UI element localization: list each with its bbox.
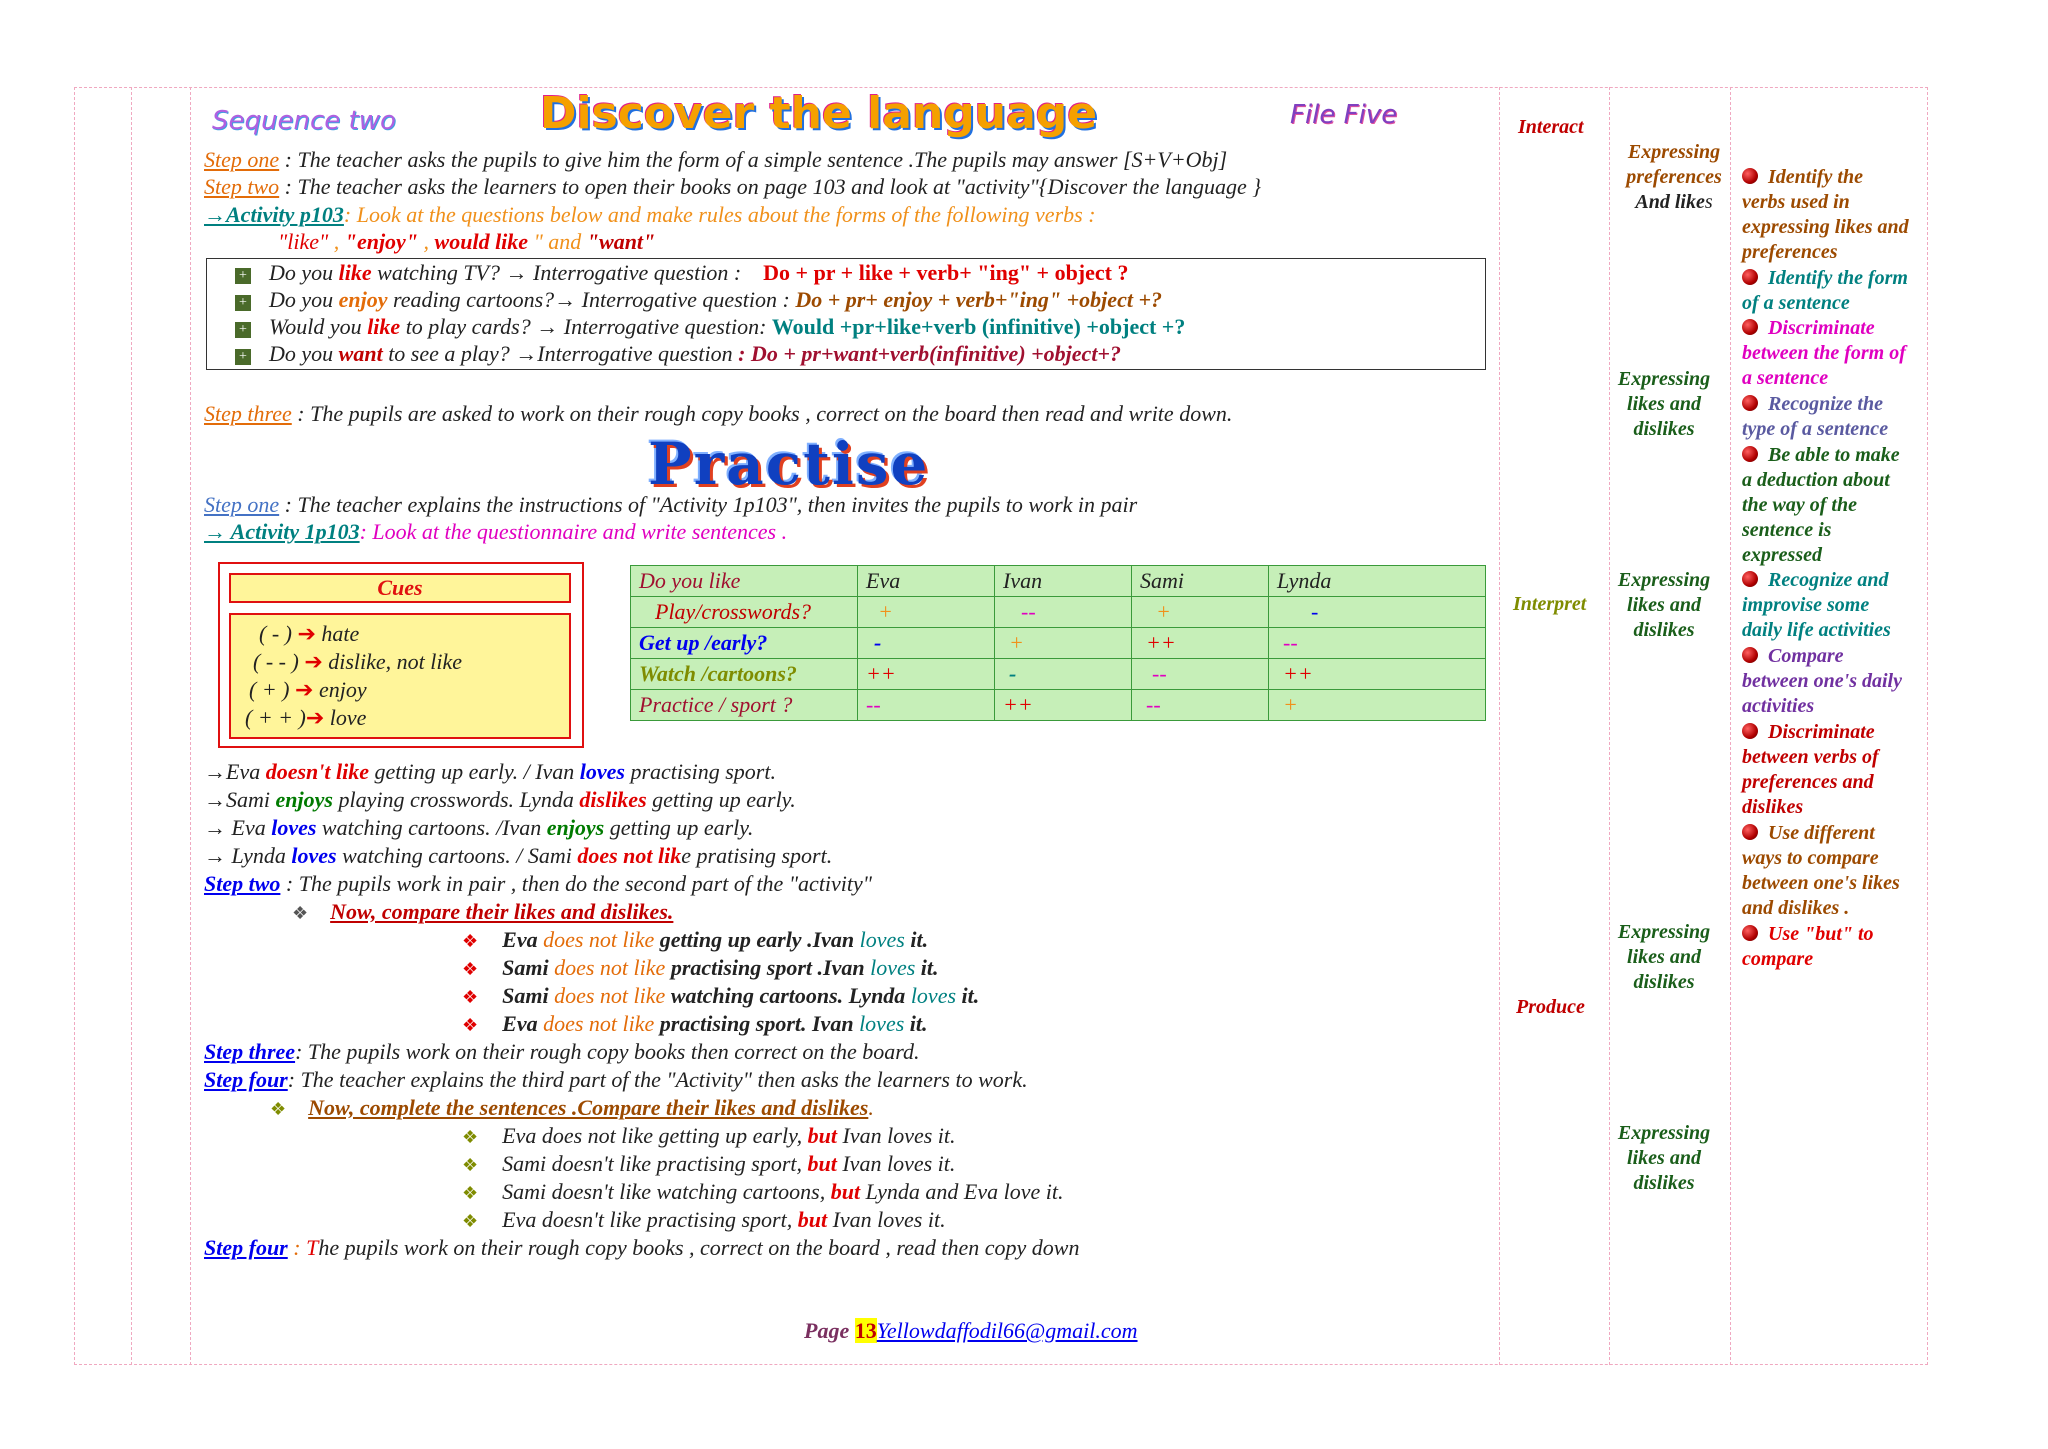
compare-part: it. (904, 1011, 928, 1036)
bullet-icon (1742, 925, 1758, 941)
compare-part: practising sport. Ivan (654, 1011, 860, 1036)
objective-line: Identify the (1768, 166, 1863, 188)
step-one-line (204, 147, 1227, 173)
step-three-b-line (204, 1039, 920, 1065)
step-three-label: Step three (204, 401, 292, 426)
question-text: to play cards? → (400, 314, 559, 339)
question-rule: Do + pr+ enjoy + verb+"ing" +object +? (795, 287, 1162, 312)
objective-item (1742, 821, 1900, 921)
objective-line: Recognize and (1768, 569, 1889, 591)
diamond-bullet-icon: ❖ (462, 1155, 479, 1175)
cue-word: dislike, not like (322, 649, 463, 674)
complete-conj: but (797, 1207, 828, 1232)
question-text: reading cartoons?→ (387, 287, 577, 312)
question-text: to see a play? → (382, 341, 538, 366)
complete-item (462, 1179, 1063, 1206)
arrow-icon: ➔ (295, 677, 314, 702)
objective-line: sentence is (1742, 519, 1832, 541)
complete-conj: but (807, 1151, 837, 1176)
cue-word: love (324, 705, 367, 730)
activity-label: →Activity p103 (204, 202, 344, 227)
practise-step-one-text: : The teacher explains the instructions of "Activity 1p103", then invites the pupils to work in pair (279, 492, 1138, 517)
page-footer (804, 1318, 1138, 1344)
step-four-a-text: : The teacher explains the third part of the "Activity" then asks the learners to work. (287, 1067, 1028, 1092)
complete-item (462, 1151, 955, 1178)
instruction-end: . (868, 1095, 874, 1120)
objective-line: between verbs of (1742, 746, 1879, 768)
function-line: Expressing (1617, 569, 1711, 591)
activity-text: : Look at the questions below and make rules about the forms of the following verbs : (343, 202, 1096, 227)
function-preferences (1622, 140, 1726, 215)
function-line: dislikes (1633, 418, 1695, 440)
question-type: Interrogative question: (558, 314, 772, 339)
cue-word: hate (321, 621, 360, 646)
step-two-line (204, 174, 1261, 200)
step-one-text: : The teacher asks the pupils to give him the form of a simple sentence .The pupils may answer [S+V+Obj] (279, 147, 1228, 172)
cue-item (253, 649, 462, 675)
complete-item (462, 1207, 946, 1234)
verb-like: "like" (278, 229, 329, 254)
step-four-b-text: he pupils work on their rough copy books , correct on the board , read then copy down (318, 1235, 1080, 1260)
practise-activity-text: : Look at the questionnaire and write sentences . (359, 519, 788, 544)
column-header: Ivan (995, 566, 1132, 597)
sentence-verb: doesn't like (265, 759, 369, 784)
question-text: Do you (269, 341, 339, 366)
question-text: Do you (269, 260, 339, 285)
sentence-verb: does not lik (577, 843, 682, 868)
sentence-part: e pratising sport. (681, 843, 833, 868)
compare-item (462, 1011, 928, 1038)
diamond-bullet-icon: ❖ (462, 1183, 479, 1203)
question-verb: want (338, 341, 383, 366)
objective-line: expressing likes and (1742, 216, 1909, 238)
cue-item (249, 677, 367, 703)
question-row (235, 287, 1162, 313)
objective-line: daily life activities (1742, 619, 1891, 641)
cue-item (245, 705, 366, 731)
objective-line: of a sentence (1742, 292, 1850, 314)
verb-want: "want" (586, 229, 656, 254)
example-sentence (204, 815, 753, 841)
question-rule: Do + pr + like + verb+ "ing" + object ? (763, 260, 1129, 285)
mark-cell: + (858, 597, 995, 628)
function-line: Expressing (1617, 368, 1711, 390)
cue-symbol: ( - - ) (253, 649, 305, 674)
step-four-b-label: Step four (204, 1235, 288, 1260)
sentence-part: getting up early. (604, 815, 754, 840)
sentence-part: playing crosswords. Lynda (332, 787, 580, 812)
instruction-text: Now, compare their likes and dislikes. (330, 899, 674, 924)
sentence-part: → Lynda (204, 843, 292, 868)
objective-line: improvise some (1742, 594, 1870, 616)
complete-part: Ivan loves it. (836, 1151, 956, 1176)
objective-line: preferences (1742, 241, 1838, 263)
objective-line: Recognize the (1768, 393, 1883, 415)
question-text: watching TV? → (371, 260, 528, 285)
question-rule: Would +pr+like+verb (infinitive) +object +? (771, 314, 1186, 339)
objective-line: Use different (1768, 822, 1875, 844)
complete-item (462, 1123, 956, 1150)
practise-activity-label: → Activity 1p103 (204, 519, 360, 544)
objective-line: verbs used in (1742, 191, 1850, 213)
step-two-label: Step two (204, 174, 280, 199)
cue-item (259, 621, 359, 647)
instruction-text: Now, complete the sentences .Compare their likes and dislikes (308, 1095, 869, 1120)
function-line: dislikes (1633, 619, 1695, 641)
practise-step-one-line (204, 492, 1137, 518)
compare-verb: does not like (543, 927, 655, 952)
bullet-icon (1742, 824, 1758, 840)
sentence-part: → Eva (204, 815, 272, 840)
objective-line: Identify the form (1768, 267, 1908, 289)
mark-cell: - (1269, 597, 1486, 628)
step-four-b-line (204, 1235, 1079, 1261)
objective-line: the way of the (1742, 494, 1857, 516)
sentence-verb: enjoys (546, 815, 605, 840)
diamond-bullet-icon: ❖ (292, 903, 309, 923)
row-activity: Get up /early? (631, 628, 858, 659)
step-two-b-line (204, 871, 872, 897)
sentence-part: →Sami (204, 787, 276, 812)
compare-part: Eva (502, 927, 544, 952)
objective-line: preferences and (1742, 771, 1874, 793)
compare-verb: loves (910, 983, 957, 1008)
mark-cell: ++ (1132, 628, 1269, 659)
column-divider (1730, 87, 1731, 1365)
mark-cell: + (1132, 597, 1269, 628)
bullet-icon (1742, 647, 1758, 663)
example-sentence (204, 843, 832, 869)
margin-line (131, 87, 132, 1365)
function-line: dislikes (1633, 1172, 1695, 1194)
separator: , (328, 229, 345, 254)
objective-line: Compare (1768, 645, 1844, 667)
arrow-icon: ➔ (305, 705, 325, 730)
mark-cell: ++ (1269, 659, 1486, 690)
function-likes (1612, 920, 1716, 995)
diamond-bullet-icon: ❖ (462, 1127, 479, 1147)
objective-item (1742, 392, 1888, 442)
complete-part: Sami doesn't like watching cartoons, (502, 1179, 831, 1204)
diamond-bullet-icon: ❖ (462, 987, 479, 1007)
compare-verb: loves (859, 927, 905, 952)
complete-part: Ivan loves it. (837, 1123, 956, 1148)
step-two-b-text: : The pupils work in pair , then do the second part of the "activity" (280, 871, 873, 896)
sentence-part: getting up early. (646, 787, 796, 812)
function-line: likes and (1627, 594, 1701, 616)
row-activity: Practice / sport ? (631, 690, 858, 721)
activity-line (204, 202, 1096, 228)
function-line (1622, 190, 1726, 215)
compare-verb: does not like (554, 983, 666, 1008)
function-line: Expressing (1617, 1122, 1711, 1144)
objective-line: dislikes (1742, 796, 1804, 818)
mark-cell: ++ (995, 690, 1132, 721)
compare-part: Eva (502, 1011, 544, 1036)
file-label: File Five (1290, 100, 1398, 130)
objective-item (1742, 720, 1879, 820)
question-verb: enjoy (338, 287, 388, 312)
diamond-bullet-icon: ❖ (462, 931, 479, 951)
sentence-part: →Eva (204, 759, 266, 784)
practise-activity-line (204, 519, 787, 545)
objective-line: between one's likes (1742, 872, 1900, 894)
objective-line: expressed (1742, 544, 1822, 566)
cues-box (218, 562, 584, 748)
mark-cell: + (1269, 690, 1486, 721)
function-part: And like (1635, 191, 1705, 213)
step-three-text: : The pupils are asked to work on their rough copy books , correct on the board then read and write down. (291, 401, 1233, 426)
compare-part: it. (904, 927, 929, 952)
objective-line: activities (1742, 695, 1815, 717)
plus-box-icon: + (235, 349, 251, 365)
column-header: Sami (1132, 566, 1269, 597)
step-two-b-label: Step two (204, 871, 281, 896)
complete-conj: but (830, 1179, 861, 1204)
sentence-verb: dislikes (579, 787, 647, 812)
function-line: likes and (1627, 946, 1701, 968)
sentence-part: watching cartoons. / Sami (336, 843, 578, 868)
objective-line: type of a sentence (1742, 418, 1889, 440)
sentence-part: practising sport. (624, 759, 776, 784)
compare-verb: loves (859, 1011, 905, 1036)
objective-line: Discriminate (1768, 317, 1875, 339)
cue-word: enjoy (313, 677, 367, 702)
question-row (235, 341, 1121, 367)
practise-step-one-label: Step one (204, 492, 280, 517)
diamond-bullet-icon: ❖ (462, 1211, 479, 1231)
verb-enjoy: "enjoy" (344, 229, 419, 254)
column-divider (1609, 87, 1610, 1365)
table-row (631, 659, 1486, 690)
step-two-text: : The teacher asks the learners to open their books on page 103 and look at "activity"{Discover the language } (279, 174, 1262, 199)
separator: " and (528, 229, 587, 254)
plus-box-icon: + (235, 268, 251, 284)
compare-verb: does not like (554, 955, 666, 980)
stage-interact: Interact (1518, 116, 1584, 138)
mark-cell: -- (995, 597, 1132, 628)
objective-line: a sentence (1742, 367, 1829, 389)
diamond-bullet-icon: ❖ (462, 1015, 479, 1035)
step-four-a-label: Step four (204, 1067, 288, 1092)
objective-item (1742, 443, 1900, 568)
complete-conj: but (807, 1123, 837, 1148)
objective-item (1742, 316, 1906, 391)
question-row (235, 260, 1129, 286)
sentence-verb: loves (291, 843, 337, 868)
compare-part: watching cartoons. Lynda (665, 983, 911, 1008)
verb-would-like: would like (434, 229, 529, 254)
table-header-row (631, 566, 1486, 597)
compare-part: getting up early .Ivan (654, 927, 860, 952)
compare-part: Sami (502, 955, 555, 980)
step-three-b-label: Step three (204, 1039, 296, 1064)
objective-item (1742, 644, 1902, 719)
mark-cell: + (995, 628, 1132, 659)
separator: , (418, 229, 435, 254)
bullet-icon (1742, 446, 1758, 462)
cue-symbol: ( - ) (259, 621, 298, 646)
verbs-line (278, 229, 655, 255)
objective-line: between one's daily (1742, 670, 1902, 692)
cues-list (229, 613, 571, 739)
diamond-bullet-icon: ❖ (270, 1099, 287, 1119)
question-rule: : Do + pr+want+verb(infinitive) +object+? (738, 341, 1121, 366)
complete-part: Ivan loves it. (827, 1207, 946, 1232)
step-one-label: Step one (204, 147, 280, 172)
objective-line: between the form of (1742, 342, 1906, 364)
compare-item (462, 927, 928, 954)
question-type: Interrogative question (537, 341, 739, 366)
objective-line: Discriminate (1768, 721, 1875, 743)
row-activity: Play/crosswords? (631, 597, 858, 628)
objective-item (1742, 568, 1891, 643)
question-type: Interrogative question : (576, 287, 796, 312)
function-line: likes and (1627, 1147, 1701, 1169)
stage-interpret: Interpret (1513, 593, 1587, 615)
table-corner: Do you like (631, 566, 858, 597)
plus-box-icon: + (235, 295, 251, 311)
arrow-icon: ➔ (304, 649, 323, 674)
compare-part: it. (915, 955, 939, 980)
compare-instruction (292, 899, 673, 926)
function-line: likes and (1627, 393, 1701, 415)
question-type: Interrogative question : (527, 260, 742, 285)
function-likes (1612, 367, 1716, 442)
bullet-icon (1742, 269, 1758, 285)
column-header: Lynda (1269, 566, 1486, 597)
step-four-b-initial: T (306, 1235, 319, 1260)
step-three-line (204, 401, 1232, 427)
question-row (235, 314, 1185, 340)
example-sentence (204, 759, 776, 785)
function-likes (1612, 568, 1716, 643)
question-verb: like (367, 314, 401, 339)
objective-line: ways to compare (1742, 847, 1879, 869)
question-text: Would you (269, 314, 368, 339)
objective-line: Be able to make (1768, 444, 1900, 466)
compare-part: practising sport .Ivan (665, 955, 871, 980)
column-header: Eva (858, 566, 995, 597)
table-row (631, 628, 1486, 659)
complete-part: Eva does not like getting up early, (502, 1123, 808, 1148)
table-row (631, 690, 1486, 721)
step-four-a-line (204, 1067, 1028, 1093)
mark-cell: ++ (858, 659, 995, 690)
practise-title: Practise (648, 430, 930, 498)
column-divider (1499, 87, 1500, 1365)
bullet-icon (1742, 571, 1758, 587)
cue-symbol: ( + + ) (245, 705, 306, 730)
objective-item (1742, 165, 1909, 265)
example-sentence (204, 787, 796, 813)
page-title: Discover the language (540, 88, 1098, 139)
page-label: Page (804, 1318, 855, 1343)
function-part: s (1704, 191, 1713, 213)
objective-line: a deduction about (1742, 469, 1890, 491)
row-activity: Watch /cartoons? (631, 659, 858, 690)
mark-cell: -- (1132, 659, 1269, 690)
objective-item (1742, 922, 1874, 972)
complete-instruction (270, 1095, 874, 1122)
cue-symbol: ( + ) (249, 677, 295, 702)
objective-item (1742, 266, 1908, 316)
mark-cell: - (858, 628, 995, 659)
survey-table (630, 565, 1486, 721)
question-verb: like (338, 260, 372, 285)
sentence-verb: enjoys (275, 787, 333, 812)
margin-line (190, 87, 191, 1365)
email-link[interactable]: Yellowdaffodil66@gmail.com (876, 1318, 1138, 1343)
function-line: Expressing (1627, 141, 1721, 163)
questions-box (206, 258, 1486, 370)
compare-item (462, 983, 979, 1010)
page-number: 13 (854, 1318, 877, 1343)
complete-part: Sami doesn't like practising sport, (502, 1151, 808, 1176)
sequence-label: Sequence two (212, 106, 396, 136)
function-likes (1612, 1121, 1716, 1196)
objective-line: compare (1742, 948, 1814, 970)
function-line: preferences (1626, 166, 1722, 188)
separator: : (287, 1235, 307, 1260)
function-line: Expressing (1617, 921, 1711, 943)
compare-part: Sami (502, 983, 555, 1008)
sentence-verb: loves (579, 759, 625, 784)
compare-item (462, 955, 939, 982)
compare-verb: loves (870, 955, 916, 980)
mark-cell: -- (1132, 690, 1269, 721)
sentence-verb: loves (271, 815, 317, 840)
complete-part: Eva doesn't like practising sport, (502, 1207, 798, 1232)
mark-cell: -- (1269, 628, 1486, 659)
step-three-b-text: : The pupils work on their rough copy books then correct on the board. (295, 1039, 920, 1064)
sentence-part: watching cartoons. /Ivan (316, 815, 547, 840)
mark-cell: - (995, 659, 1132, 690)
stage-produce: Produce (1516, 996, 1585, 1018)
compare-verb: does not like (543, 1011, 655, 1036)
bullet-icon (1742, 395, 1758, 411)
table-row (631, 597, 1486, 628)
objective-line: and dislikes . (1742, 897, 1850, 919)
function-line: dislikes (1633, 971, 1695, 993)
bullet-icon (1742, 168, 1758, 184)
sentence-part: getting up early. / Ivan (368, 759, 580, 784)
arrow-icon: ➔ (297, 621, 316, 646)
question-text: Do you (269, 287, 339, 312)
objective-line: Use "but" to (1768, 923, 1874, 945)
bullet-icon (1742, 319, 1758, 335)
cues-title: Cues (229, 573, 571, 603)
diamond-bullet-icon: ❖ (462, 959, 479, 979)
compare-part: it. (956, 983, 980, 1008)
complete-part: Lynda and Eva love it. (860, 1179, 1064, 1204)
mark-cell: -- (858, 690, 995, 721)
plus-box-icon: + (235, 322, 251, 338)
bullet-icon (1742, 723, 1758, 739)
